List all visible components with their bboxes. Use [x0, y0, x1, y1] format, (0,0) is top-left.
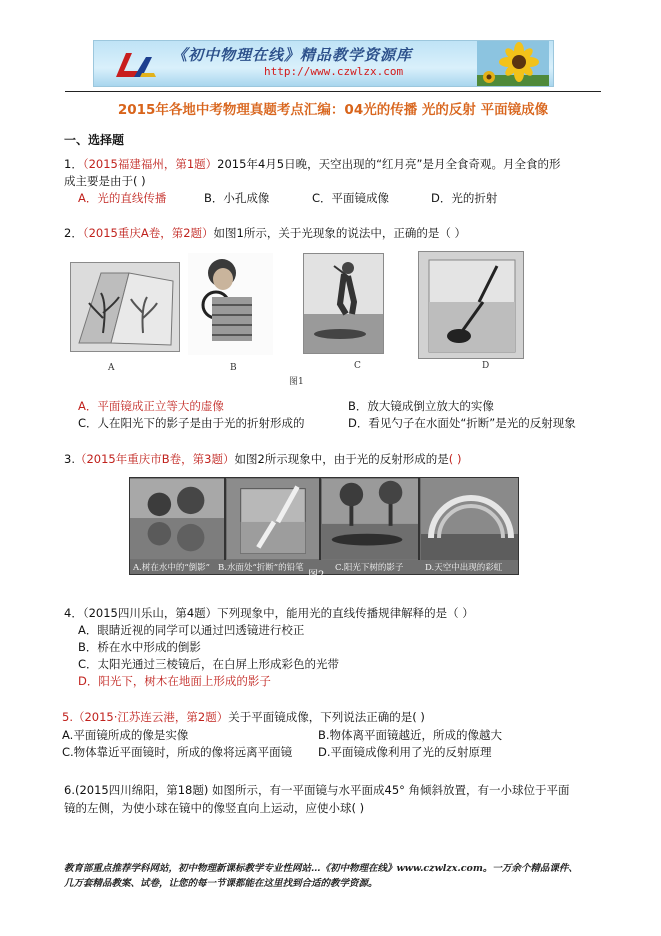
- question-3-text: 如图2所示现象中，由于光的反射形成的是: [234, 452, 449, 466]
- question-1-line-2: 成主要是由于( ): [64, 174, 146, 188]
- question-2-line: [64, 225, 466, 241]
- question-3-line: [64, 451, 461, 467]
- figure-2-caption-b: B.水面处“折断”的铅笔: [218, 563, 304, 573]
- question-2-number: 2．: [64, 226, 83, 240]
- footer-line-2: 几万套精品教案、试卷，让您的每一节课都能在这里找到合适的教学资源。: [64, 878, 378, 889]
- question-1-option-c: C．平面镜成像: [312, 191, 390, 205]
- figure-2-caption-c: C.阳光下树的影子: [335, 563, 404, 573]
- question-1-text: 2015年4月5日晚，天空出现的“红月亮”是月全食奇观。月全食的形: [217, 157, 561, 171]
- question-5-option-a: A.平面镜所成的像是实像: [62, 728, 189, 742]
- question-5-source: 5.（2015·江苏连云港，第2题）: [62, 710, 229, 724]
- question-2-option-d: D．看见勺子在水面处“折断”是光的反射现象: [348, 416, 576, 430]
- question-2-source: （2015重庆A卷，第2题）: [82, 226, 214, 240]
- question-4-option-b: B．桥在水中形成的倒影: [78, 640, 201, 654]
- question-5-option-c: C.物体靠近平面镜时，所成的像将远离平面镜: [62, 745, 293, 759]
- page-footer: [64, 861, 604, 891]
- question-4-line: 4．（2015四川乐山，第4题）下列现象中，能用光的直线传播规律解释的是（ ）: [64, 606, 474, 620]
- question-6-line-2: 镜的左侧，为使小球在镜中的像竖直向上运动，应使小球( ): [64, 801, 365, 815]
- question-4-option-a: A．眼睛近视的同学可以通过凹透镜进行校正: [78, 623, 305, 637]
- question-1-source: （2015福建福州，第1题）: [82, 157, 218, 171]
- question-2-option-b: B．放大镜成倒立放大的实像: [348, 399, 494, 413]
- figure-2-caption: 图2: [308, 570, 325, 581]
- question-2-option-c: C．人在阳光下的影子是由于光的折射形成的: [78, 416, 305, 430]
- figure-1-label-b: B: [230, 363, 237, 373]
- section-heading: 一、选择题: [64, 133, 125, 147]
- figure-1-caption: 图1: [289, 377, 304, 387]
- question-3-answer-paren: ( ): [448, 452, 462, 466]
- golfer-shadow-icon: [304, 254, 384, 354]
- question-2-text: 如图1所示，关于光现象的说法中，正确的是（ ）: [213, 226, 467, 240]
- question-5-option-d: D.平面镜成像利用了光的反射原理: [318, 745, 492, 759]
- figure-1-photo-d: [418, 251, 524, 359]
- question-4-option-d: D．阳光下，树木在地面上形成的影子: [78, 674, 271, 688]
- figure-1-label-d: D: [482, 361, 490, 371]
- sunflower-icon: [477, 41, 549, 87]
- question-5-line: [62, 709, 425, 725]
- figure-1-photo-a: [70, 262, 180, 352]
- site-logo-icon: [112, 47, 160, 83]
- figure-2-caption-a: A.树在水中的“倒影”: [133, 563, 211, 573]
- question-1-option-a: A．光的直线传播: [78, 191, 167, 205]
- figure-1-photo-c: [303, 253, 384, 354]
- figure-1-label-a: A: [108, 363, 115, 373]
- figure-1-photo-b: [188, 253, 273, 355]
- document-title: 2015年各地中考物理真题考点汇编：04光的传播 光的反射 平面镜成像: [117, 102, 549, 118]
- question-3-source: （2015年重庆市B卷，第3题）: [74, 452, 235, 466]
- question-3-number: 3.: [64, 452, 75, 466]
- boy-magnifier-icon: [188, 253, 273, 355]
- question-6-line-1: 6.(2015四川绵阳，第18题) 如图所示，有一平面镜与水平面成45° 角倾斜放置，有一小球位于平面: [64, 783, 570, 797]
- footer-line-1: 教育部重点推荐学科网站，初中物理新课标教学专业性网站…《初中物理在线》www.czwlzx.com。一万余个精品课件、: [64, 863, 578, 874]
- figure-2-strip: [129, 477, 519, 575]
- question-1-line-1: [64, 156, 560, 172]
- banner-title: 《初中物理在线》精品教学资源库: [172, 46, 413, 64]
- question-5-text: 关于平面镜成像，下列说法正确的是( ): [228, 710, 425, 724]
- question-5-option-b: B.物体离平面镜越近，所成的像越大: [318, 728, 503, 742]
- mirror-plant-icon: [71, 263, 180, 352]
- figure-1-label-c: C: [354, 361, 361, 371]
- figure-2-caption-d: D.天空中出现的彩虹: [425, 563, 503, 573]
- question-1-option-b: B．小孔成像: [204, 191, 270, 205]
- question-2-option-a: A．平面镜成正立等大的虚像: [78, 399, 224, 413]
- rainbow-icon: [421, 478, 519, 560]
- spoon-in-water-icon: [419, 252, 524, 359]
- question-1-option-d: D．光的折射: [431, 191, 498, 205]
- question-1-number: 1．: [64, 157, 83, 171]
- question-4-option-c: C．太阳光通过三棱镜后，在白屏上形成彩色的光带: [78, 657, 340, 671]
- banner-url[interactable]: http://www.czwlzx.com: [264, 65, 404, 78]
- tree-shadow-icon: [322, 478, 420, 560]
- bent-pencil-icon: [227, 478, 321, 560]
- tree-reflection-icon: [130, 478, 226, 560]
- header-banner: [93, 40, 554, 87]
- header-rule: [65, 91, 601, 92]
